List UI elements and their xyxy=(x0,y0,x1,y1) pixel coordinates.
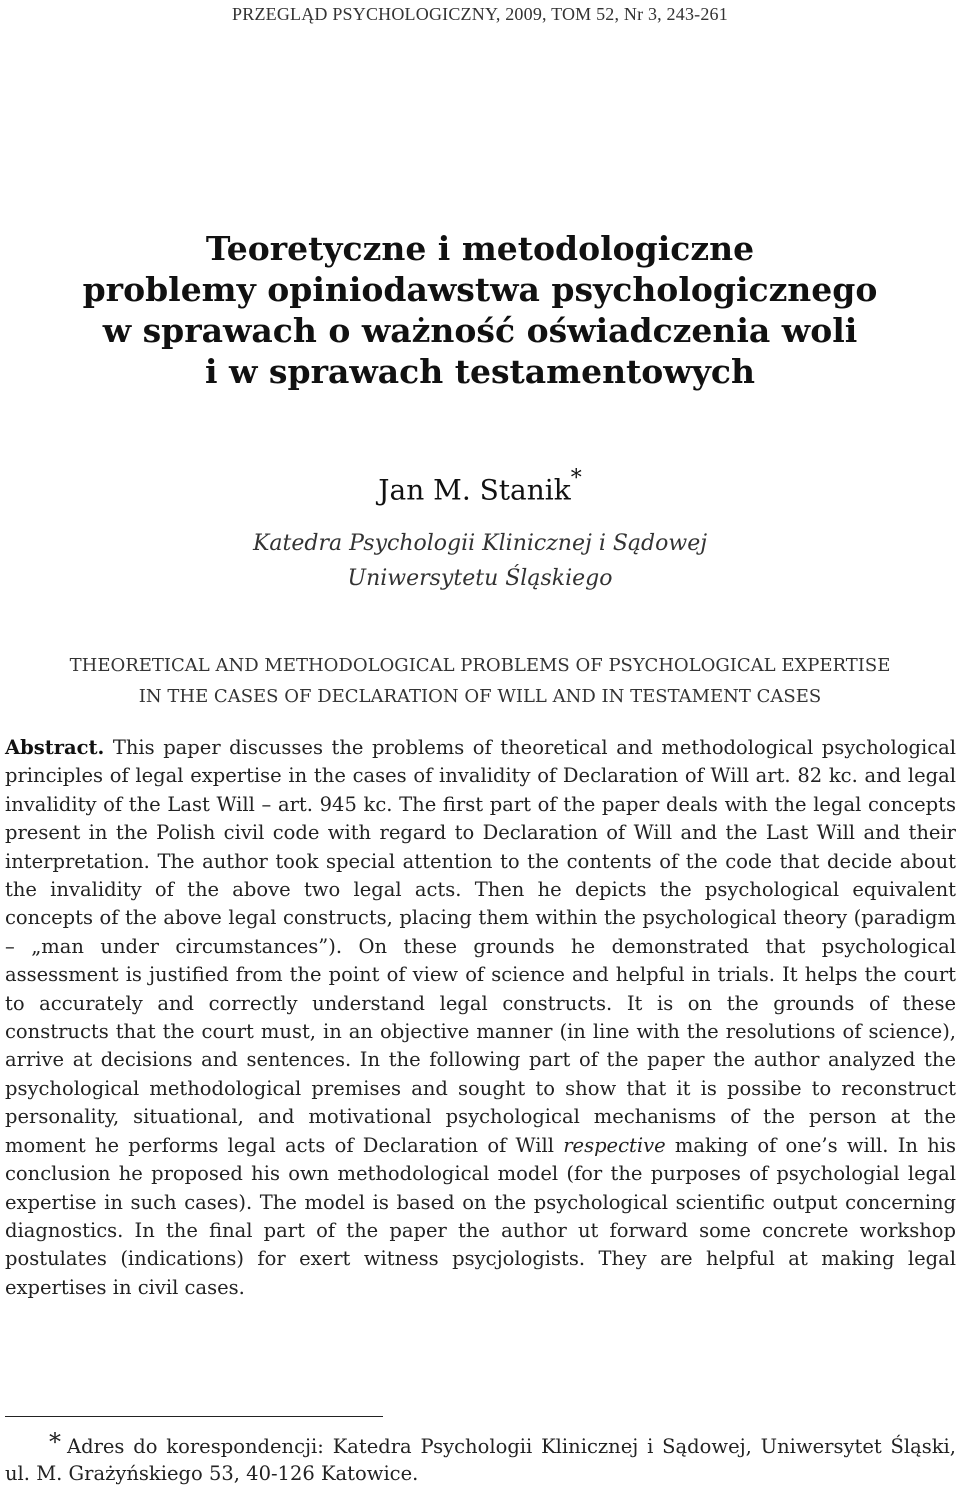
english-title-line: THEORETICAL AND METHODOLOGICAL PROBLEMS OF PSYCHOLOGICAL EXPERTISE xyxy=(69,655,891,676)
title-line: Teoretyczne i metodologiczne xyxy=(205,229,755,268)
paper-title xyxy=(0,228,960,392)
footnote xyxy=(5,1428,956,1487)
title-line: w sprawach o ważność oświadczenia woli xyxy=(102,311,858,350)
footnote-divider xyxy=(5,1416,383,1417)
abstract-text-continued: making of one’s will. In his conclusion he proposed his own methodological model (for the purposes of psychologial legal expertise in such cases). The model is based on the psychological scientific output concerning diagnostics. In the final part of the paper the author ut forward some concrete workshop postulates (indications) for exert witness psycjologists. They are helpful at making legal expertises in civil cases. xyxy=(5,1133,956,1299)
english-title-line: IN THE CASES OF DECLARATION OF WILL AND IN TESTAMENT CASES xyxy=(138,686,822,707)
footnote-mark: * xyxy=(49,1428,61,1456)
title-line: i w sprawach testamentowych xyxy=(205,352,755,391)
abstract-label: Abstract. xyxy=(5,736,105,759)
abstract xyxy=(5,734,956,1302)
affiliation xyxy=(0,526,960,596)
journal-header: PRZEGLĄD PSYCHOLOGICZNY, 2009, TOM 52, Nr 3, 243-261 xyxy=(232,4,728,24)
affiliation-line: Katedra Psychologii Klinicznej i Sądowej xyxy=(252,531,708,556)
abstract-emphasis: respective xyxy=(563,1133,666,1157)
author xyxy=(0,466,960,507)
footnote-text: Adres do korespondencji: Katedra Psychologii Klinicznej i Sądowej, Uniwersytet Śląski, ul. M. Grażyńskiego 53, 40-126 Katowice. xyxy=(5,1435,956,1485)
author-name: Jan M. Stanik xyxy=(378,473,571,507)
affiliation-line: Uniwersytetu Śląskiego xyxy=(347,566,613,591)
title-line: problemy opiniodawstwa psychologicznego xyxy=(82,270,878,309)
abstract-text: This paper discusses the problems of theoretical and methodological psychological principles of legal expertise in the cases of invalidity of Declaration of Will art. 82 kc. and legal invalidity of the Last Will – art. 945 kc. The first part of the paper deals with the legal concepts present in the Polish civil code with regard to Declaration of Will and the Last Will and their interpretation. The author took special attention to the contents of the code that decide about the invalidity of the above two legal acts. Then he depicts the psychological equivalent concepts of the above legal constructs, placing them within the psychological theory (paradigm – „man under circumstances”). On these grounds he demonstrated that psychological assessment is justified from the point of view of science and helpful in trials. It helps the court to accurately and correctly understand legal constructs. It is on the grounds of these constructs that the court must, in an objective manner (in line with the resolutions of science), arrive at decisions and sentences. In the following part of the paper the author analyzed the psychological methodological premises and sought to show that it is possibe to reconstruct personality, situational, and motivational psychological mechanisms of the person at the moment he performs legal acts of Declaration of Will xyxy=(5,736,956,1157)
english-title xyxy=(0,650,960,712)
author-footnote-mark: * xyxy=(570,466,582,491)
